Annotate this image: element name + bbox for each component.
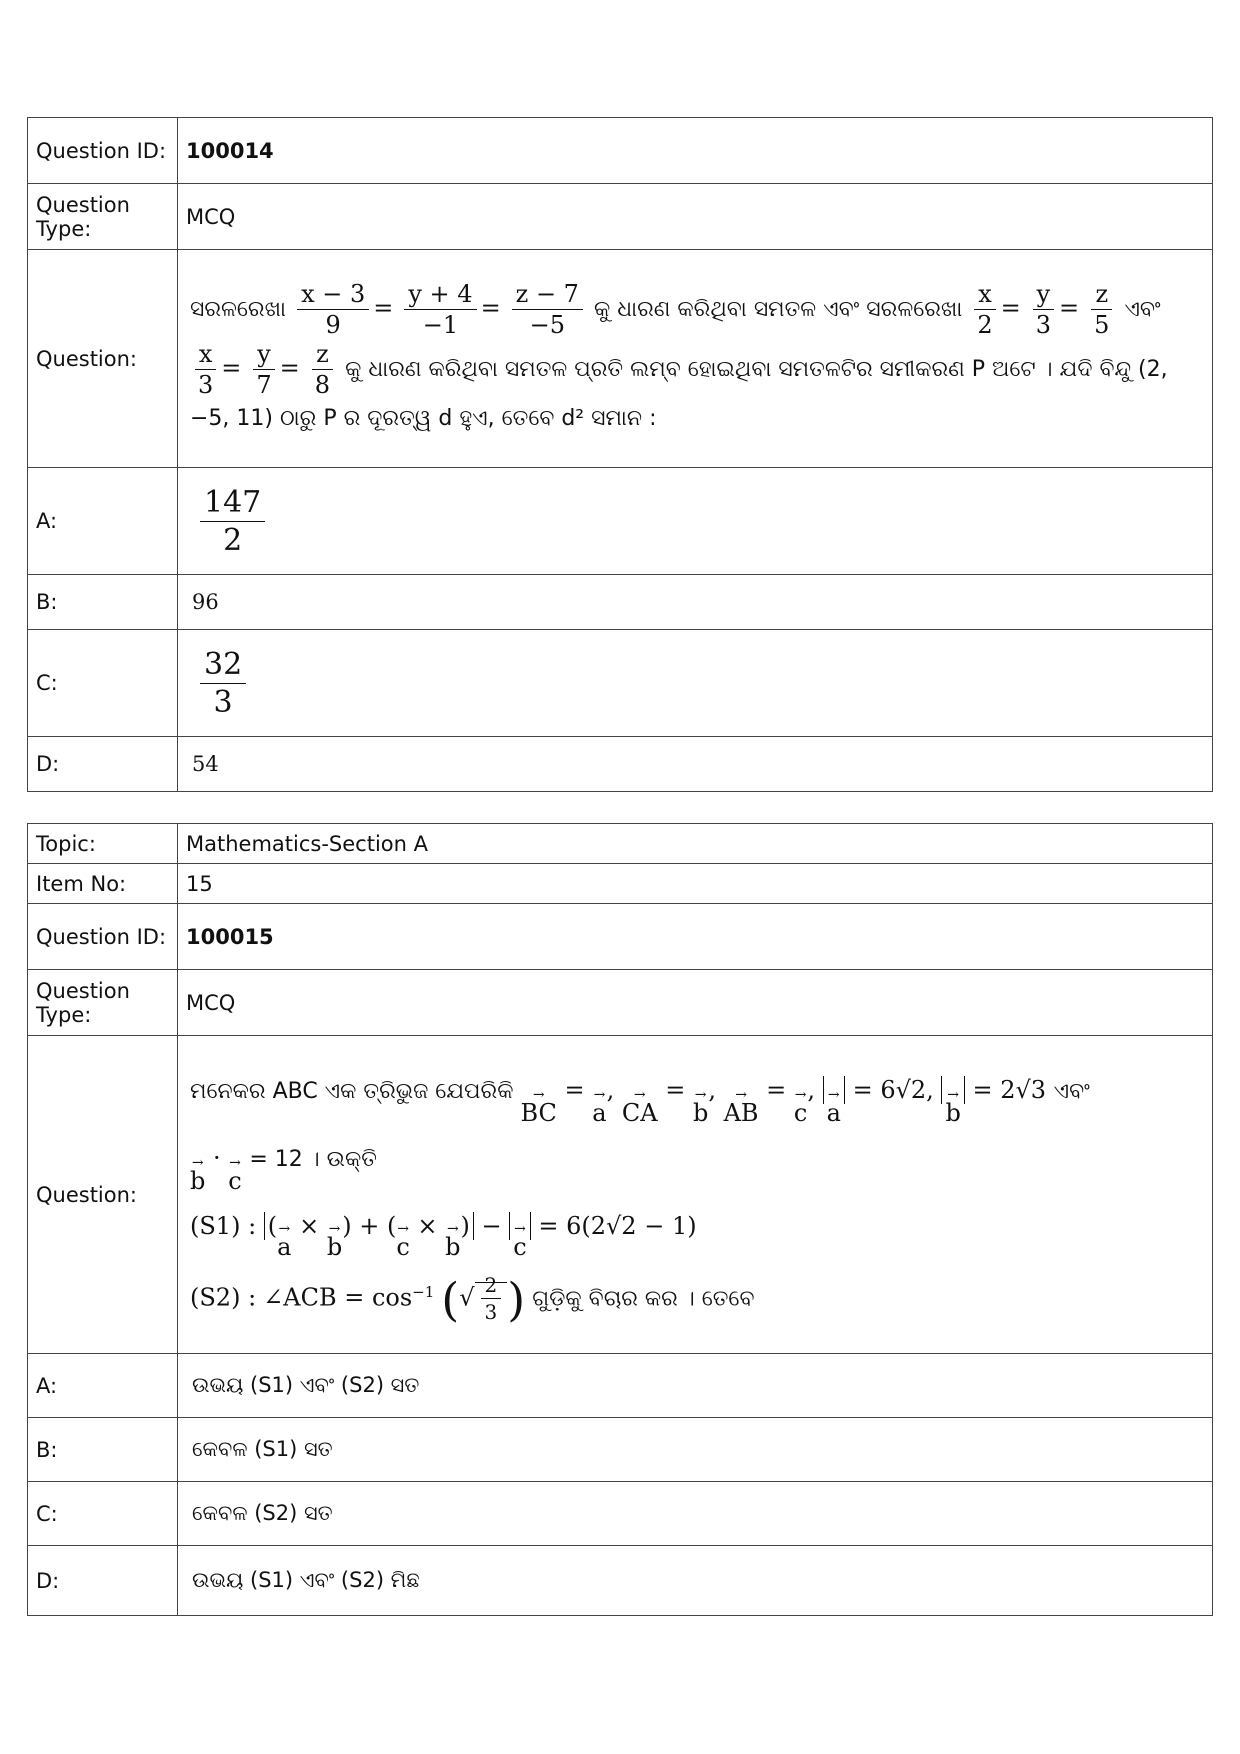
option-a-fraction — [200, 486, 265, 557]
frac-den: 9 — [325, 311, 341, 339]
label-option-c: C: — [28, 630, 178, 737]
s1-label: (S1) : — [190, 1211, 257, 1240]
text-prefix: ସରଳରେଖା — [190, 296, 287, 322]
label-option-d: D: — [28, 737, 178, 792]
label-topic: Topic: — [28, 824, 178, 864]
question-line-1: ସରଳରେଖା $\frac{x - 3}{9}$ = $\frac{y + 4}{-1}$ = $\frac{z - 7}{-5}$ କୁ ଧାରଣ କରିଥିବା ସମତଳ ଏବଂ ସରଳରେଖା $\frac{x}{2}$ = $\frac{y}{3}$ = $\frac{z}{5}$ ଏବଂ — [190, 279, 1161, 339]
fraction — [1032, 281, 1055, 339]
question-id-value: 100015 — [178, 904, 1213, 970]
magnitude-c: → c — [509, 1212, 530, 1240]
vector-label: c — [396, 1232, 410, 1261]
vector-AB: → AB — [723, 1086, 759, 1127]
question-type-value: MCQ — [178, 970, 1213, 1036]
frac-den: 3 — [1035, 311, 1052, 339]
row-option-b — [28, 575, 1213, 630]
vector-label: c — [228, 1166, 242, 1195]
item-no-value: 15 — [178, 864, 1213, 904]
s1-magnitude: ( → a × → b ) + ( → c × → b ) — [264, 1212, 474, 1240]
label-question-id: Question ID: — [28, 118, 178, 184]
frac-num: z — [312, 341, 333, 370]
vector-label: a — [592, 1098, 607, 1127]
s2-sup: −1 — [412, 1282, 435, 1301]
option-a — [178, 468, 1213, 575]
frac-den: 3 — [484, 1300, 498, 1325]
s1-tail: = 6(2√2 − 1) — [538, 1211, 697, 1240]
fraction — [311, 341, 334, 399]
label-question: Question: — [28, 250, 178, 468]
label-question-type: Question Type: — [28, 970, 178, 1036]
frac-den: −5 — [529, 311, 565, 339]
row-question — [28, 250, 1213, 468]
question-line-1: ମନେକର ABC ଏକ ତ୍ରିଭୁଜ ଯେପରିକି → BC = → a , → CA = → b , → AB = → c , → a = 6√2, → b = 2√3 ଏବଂ — [190, 1075, 1090, 1127]
option-d: 54 — [178, 737, 1213, 792]
magnitude-a: → a — [823, 1076, 845, 1104]
s2-expr: ∠ACB = cos — [263, 1283, 413, 1312]
row-option-a — [28, 1354, 1213, 1418]
vector-b: → b — [190, 1154, 206, 1195]
vector-label: a — [826, 1098, 841, 1127]
row-option-d — [28, 1546, 1213, 1616]
label-option-a: A: — [28, 468, 178, 575]
option-c: କେବଳ (S2) ସତ — [178, 1482, 1213, 1546]
fraction — [404, 281, 476, 339]
row-option-a — [28, 468, 1213, 575]
magnitude-a-value: = 6√2, — [852, 1075, 934, 1104]
frac-num: y — [253, 341, 275, 370]
text-mid-1: କୁ ଧାରଣ କରିଥିବା ସମତଳ ଏବଂ ସରଳରେଖା — [593, 296, 963, 322]
text-and: ଏବଂ — [1124, 296, 1161, 322]
question-text — [178, 1036, 1213, 1354]
vector-BC: → BC — [520, 1086, 557, 1127]
vector-label: a — [277, 1232, 292, 1261]
question-line-3 — [190, 399, 1200, 439]
vector-label: b — [445, 1232, 461, 1261]
vector-label: b — [692, 1098, 709, 1127]
frac-den: 2 — [223, 522, 243, 558]
label-option-d: D: — [28, 1546, 178, 1616]
frac-den: −1 — [422, 311, 459, 339]
question-line-2: → b · → c = 12 । ଉକ୍ତି — [190, 1143, 377, 1195]
label-question: Question: — [28, 1036, 178, 1354]
question-id-value: 100014 — [178, 118, 1213, 184]
frac-num: 32 — [200, 648, 246, 684]
frac-den: 5 — [1094, 311, 1110, 339]
frac-num: y + 4 — [404, 281, 476, 310]
row-question — [28, 1036, 1213, 1354]
text-end: −5, 11) ଠାରୁ P ର ଦୂରତ୍ୱ d ହୁଏ, ତେବେ d² ସମାନ : — [190, 405, 657, 431]
s2-tail: ଗୁଡ଼ିକୁ ବିଚାର କର । ତେବେ — [532, 1286, 755, 1312]
dot-product-value: = 12 । ଉକ୍ତି — [249, 1146, 377, 1172]
row-option-d — [28, 737, 1213, 792]
row-option-b — [28, 1418, 1213, 1482]
frac-num: z — [1091, 281, 1112, 310]
frac-den: 3 — [213, 684, 233, 720]
vector-a: → a — [592, 1086, 607, 1127]
vector-label: c — [793, 1098, 808, 1127]
label-question-id: Question ID: — [28, 904, 178, 970]
statement-s1: (S1) : ( → a × → b ) + ( → c × → b ) − → c = 6(2√2 − 1) — [190, 1211, 697, 1261]
row-question-type — [28, 184, 1213, 250]
vector-label: BC — [520, 1098, 557, 1127]
vector-c: → c — [793, 1086, 808, 1127]
frac-den: 2 — [977, 311, 993, 339]
vector-label: CA — [621, 1098, 658, 1127]
row-topic — [28, 824, 1213, 864]
frac-den: 8 — [314, 371, 331, 399]
label-option-a: A: — [28, 1354, 178, 1418]
text-mid-2: କୁ ଧାରଣ କରିଥିବା ସମତଳ ପ୍ରତି ଲମ୍ବ ହୋଇଥିବା ସମତଳଟିର ସମୀକରଣ P ଅଟେ । ଯଦି ବିନ୍ଦୁ (2, — [345, 356, 1168, 382]
s2-fraction — [481, 1274, 502, 1323]
row-question-type — [28, 970, 1213, 1036]
topic-value: Mathematics-Section A — [178, 824, 1213, 864]
statement-s2: (S2) : ∠ACB = $\cos^{-1}$ (√ $\frac{2}{3}$ ) ଗୁଡ଼ିକୁ ବିଚାର କର । ତେବେ — [190, 1272, 755, 1327]
row-question-id — [28, 904, 1213, 970]
vector-label: c — [513, 1232, 527, 1261]
fraction — [1090, 281, 1113, 339]
fraction — [297, 281, 369, 339]
label-question-type: Question Type: — [28, 184, 178, 250]
frac-den: 7 — [256, 371, 272, 399]
label-item-no: Item No: — [28, 864, 178, 904]
frac-den: 3 — [198, 371, 214, 399]
frac-num: x − 3 — [297, 281, 369, 310]
s2-sqrt — [475, 1273, 508, 1325]
label-option-c: C: — [28, 1482, 178, 1546]
vector-b: → b — [692, 1086, 709, 1127]
vector-label: b — [945, 1098, 961, 1127]
option-d: ଉଭୟ (S1) ଏବଂ (S2) ମିଛ — [178, 1546, 1213, 1616]
row-question-id — [28, 118, 1213, 184]
row-option-c — [28, 630, 1213, 737]
label-option-b: B: — [28, 575, 178, 630]
frac-num: z − 7 — [512, 281, 583, 310]
magnitude-b: → b — [941, 1076, 964, 1104]
row-item-no — [28, 864, 1213, 904]
and-word: ଏବଂ — [1053, 1078, 1090, 1104]
row-option-c — [28, 1482, 1213, 1546]
magnitude-b-value: = 2√3 — [972, 1075, 1047, 1104]
fraction — [194, 341, 217, 399]
frac-num: x — [195, 341, 217, 370]
frac-num: x — [974, 281, 996, 310]
fraction — [252, 341, 275, 399]
vector-label: b — [326, 1232, 343, 1261]
question-text — [178, 250, 1213, 468]
frac-num: y — [1033, 281, 1055, 310]
frac-num: 147 — [200, 486, 265, 522]
line1-prefix: ମନେକର ABC ଏକ ତ୍ରିଭୁଜ ଯେପରିକି — [190, 1078, 514, 1104]
question-type-value: MCQ — [178, 184, 1213, 250]
vector-label: AB — [723, 1098, 759, 1127]
vector-CA: → CA — [621, 1086, 658, 1127]
label-option-b: B: — [28, 1418, 178, 1482]
vector-c: → c — [228, 1154, 242, 1195]
option-b: 96 — [178, 575, 1213, 630]
s2-label: (S2) : — [190, 1283, 257, 1312]
fraction — [512, 281, 583, 339]
question-table-100014 — [27, 117, 1213, 792]
question-line-2: $\frac{x}{3}$ = $\frac{y}{7}$ = $\frac{z}{8}$ କୁ ଧାରଣ କରିଥିବା ସମତଳ ପ୍ରତି ଲମ୍ବ ହୋଇଥିବା ସମତଳଟିର ସମୀକରଣ P ଅଟେ । ଯଦି ବିନ୍ଦୁ (2, — [190, 339, 1200, 399]
question-table-100015 — [27, 823, 1213, 1616]
option-c-fraction — [200, 648, 246, 719]
fraction — [973, 281, 996, 339]
option-b: କେବଳ (S1) ସତ — [178, 1418, 1213, 1482]
frac-num: 2 — [481, 1274, 502, 1299]
option-c — [178, 630, 1213, 737]
vector-label: b — [190, 1166, 206, 1195]
option-a: ଉଭୟ (S1) ଏବଂ (S2) ସତ — [178, 1354, 1213, 1418]
